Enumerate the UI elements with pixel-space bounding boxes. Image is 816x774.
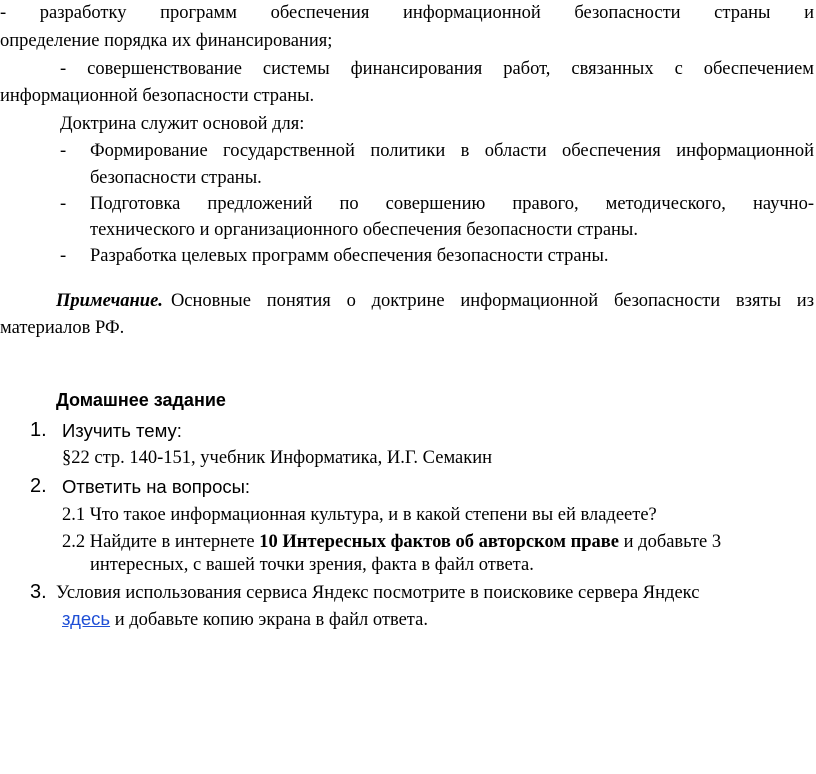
doctrine-bullet-2-line-2: технического и организационного обеспечения безопасности страны. bbox=[90, 220, 638, 240]
question-2-2-suffix: и добавьте 3 bbox=[619, 532, 722, 552]
intro-item-2-line-2: информационной безопасности страны. bbox=[0, 86, 315, 106]
homework-item-1-text: Изучить тему: bbox=[62, 420, 182, 441]
intro-item-1-line-1: - разработку программ обеспечения информационной безопасности страны и bbox=[0, 3, 814, 23]
doctrine-heading: Доктрина служит основой для: bbox=[60, 114, 305, 134]
homework-item-1-detail: §22 стр. 140-151, учебник Информатика, И.Г. Семакин bbox=[62, 448, 493, 468]
note-text: Основные понятия о доктрине информационной безопасности взяты из bbox=[170, 291, 814, 311]
note-label: Примечание. bbox=[56, 291, 163, 311]
bullet-marker: - bbox=[60, 141, 67, 161]
doctrine-bullet-2-line-1: Подготовка предложений по совершению правого, методического, научно- bbox=[90, 194, 814, 214]
homework-item-3-text: Условия использования сервиса Яндекс посмотрите в поисковике сервера Яндекс bbox=[56, 583, 700, 603]
homework-item-1-number: 1. bbox=[30, 419, 47, 441]
homework-item-3-after: и добавьте копию экрана в файл ответа. bbox=[110, 610, 428, 630]
intro-item-1-line-2: определение порядка их финансирования; bbox=[0, 31, 333, 51]
doctrine-bullet-3: Разработка целевых программ обеспечения безопасности страны. bbox=[90, 246, 609, 266]
homework-item-2-number: 2. bbox=[30, 475, 47, 497]
doctrine-bullet-1-line-1: Формирование государственной политики в области обеспечения информационной bbox=[90, 141, 814, 161]
question-2-2-line-1 bbox=[62, 530, 721, 554]
homework-item-2-text: Ответить на вопросы: bbox=[62, 476, 251, 497]
bullet-marker: - bbox=[60, 246, 67, 266]
yandex-link[interactable]: здесь bbox=[62, 608, 111, 629]
intro-item-2-line-1: - совершенствование системы финансирования работ, связанных с обеспечением bbox=[60, 59, 814, 79]
homework-item-3-number: 3. bbox=[30, 581, 47, 603]
note-line-2: материалов РФ. bbox=[0, 318, 125, 338]
doctrine-bullet-1-line-2: безопасности страны. bbox=[90, 168, 262, 188]
question-2-2-prefix: 2.2 Найдите в интернете bbox=[62, 532, 260, 552]
question-2-2-line-2: интересных, с вашей точки зрения, факта в файл ответа. bbox=[90, 555, 534, 575]
homework-title: Домашнее задание bbox=[56, 390, 226, 410]
homework-item-3-line-2 bbox=[62, 607, 428, 632]
note-line-1 bbox=[56, 289, 814, 313]
question-2-2-bold: 10 Интересных фактов об авторском праве bbox=[259, 532, 619, 552]
question-2-1: 2.1 Что такое информационная культура, и в какой степени вы ей владеете? bbox=[62, 505, 657, 525]
bullet-marker: - bbox=[60, 194, 67, 214]
